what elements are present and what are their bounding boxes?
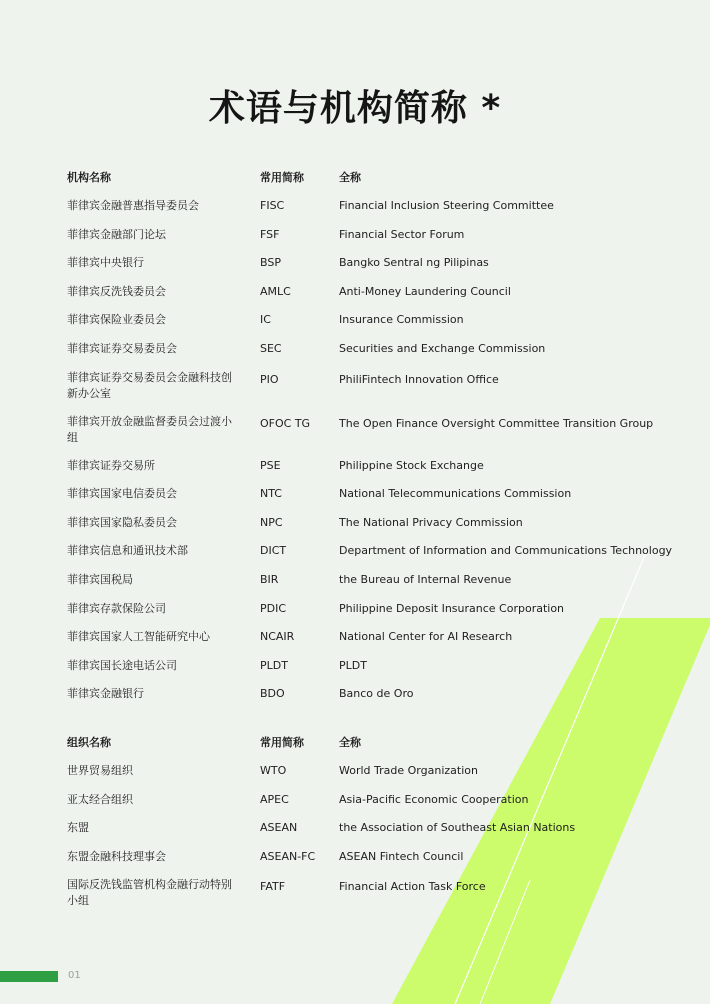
cell-abbr: PIO	[260, 372, 279, 386]
cell-abbr: OFOC TG	[260, 416, 311, 430]
column-header-full: 全称	[339, 171, 361, 184]
cell-full: Financial Inclusion Steering Committee	[339, 199, 554, 212]
table-row	[67, 629, 667, 658]
page-number: 01	[68, 970, 81, 981]
table-row	[67, 763, 667, 792]
cell-abbr: WTO	[260, 764, 287, 777]
cell-name: 菲律宾中央银行	[67, 256, 144, 270]
table-row	[67, 458, 667, 487]
table-header	[67, 170, 667, 198]
cell-name: 菲律宾金融银行	[67, 687, 144, 701]
cell-name: 世界贸易组织	[67, 764, 133, 777]
table-row	[67, 255, 667, 284]
page-title: 术语与机构简称 *	[208, 88, 502, 129]
cell-full: PLDT	[339, 658, 367, 672]
cell-name: 国际反洗钱监管机构金融行动特别小组	[67, 878, 232, 908]
cell-abbr: PSE	[260, 458, 281, 472]
cell-full: the Bureau of Internal Revenue	[339, 572, 512, 586]
footer-accent-bar	[0, 971, 58, 982]
cell-abbr: ASEAN-FC	[260, 849, 316, 863]
cell-full: Philippine Deposit Insurance Corporation	[339, 601, 565, 615]
cell-full: the Association of Southeast Asian Nations	[339, 821, 576, 835]
table-row	[67, 198, 667, 227]
cell-abbr: BIR	[260, 572, 279, 586]
column-header-name: 机构名称	[67, 171, 111, 184]
cell-full: Bangko Sentral ng Pilipinas	[339, 256, 489, 270]
cell-abbr: PDIC	[260, 601, 287, 615]
table-row	[67, 414, 667, 458]
table-row	[67, 543, 673, 572]
cell-full: National Center for AI Research	[339, 630, 513, 644]
column-header-abbr: 常用简称	[260, 171, 304, 184]
table-row	[67, 820, 667, 849]
cell-full: Financial Action Task Force	[339, 880, 486, 894]
cell-abbr: FISC	[260, 199, 285, 212]
cell-name: 菲律宾金融普惠指导委员会	[67, 199, 199, 212]
table-row	[67, 686, 667, 715]
cell-abbr: PLDT	[260, 658, 288, 672]
cell-name: 菲律宾存款保险公司	[67, 601, 166, 615]
cell-name: 菲律宾国长途电话公司	[67, 658, 177, 672]
cell-full: The National Privacy Commission	[339, 515, 523, 529]
table-row	[67, 370, 667, 414]
table-row	[67, 658, 667, 687]
table-row	[67, 515, 667, 544]
cell-name: 菲律宾证券交易所	[67, 458, 155, 472]
cell-abbr: BSP	[260, 256, 281, 270]
cell-name: 东盟	[67, 821, 89, 835]
table-row	[67, 227, 667, 256]
table-row	[67, 341, 667, 370]
cell-abbr: DICT	[260, 544, 287, 558]
column-header-abbr: 常用简称	[260, 736, 304, 749]
cell-full: Asia-Pacific Economic Cooperation	[339, 792, 529, 806]
cell-name: 菲律宾国家隐私委员会	[67, 515, 177, 529]
cell-full: National Telecommunications Commission	[339, 487, 572, 501]
cell-abbr: FSF	[260, 227, 280, 241]
cell-full: PhiliFintech Innovation Office	[339, 372, 499, 386]
cell-name: 菲律宾国家人工智能研究中心	[67, 630, 210, 644]
column-header-name: 组织名称	[67, 736, 111, 749]
table-row	[67, 312, 667, 341]
cell-name: 菲律宾金融部门论坛	[67, 227, 166, 241]
table-row	[67, 849, 667, 878]
cell-full: Banco de Oro	[339, 687, 414, 701]
column-header-full: 全称	[339, 736, 361, 749]
cell-full: Financial Sector Forum	[339, 227, 465, 241]
cell-abbr: FATF	[260, 880, 286, 894]
cell-name: 菲律宾证券交易委员会金融科技创新办公室	[67, 370, 232, 400]
cell-abbr: NPC	[260, 515, 283, 529]
table-row	[67, 792, 667, 821]
cell-full: ASEAN Fintech Council	[339, 849, 464, 863]
cell-name: 菲律宾国家电信委员会	[67, 487, 177, 501]
cell-abbr: NTC	[260, 487, 282, 501]
cell-name: 东盟金融科技理事会	[67, 849, 166, 863]
cell-abbr: AMLC	[260, 284, 291, 298]
cell-abbr: APEC	[260, 792, 289, 806]
cell-full: World Trade Organization	[339, 764, 478, 777]
table-row	[67, 877, 667, 921]
cell-full: Department of Information and Communications Technology	[339, 544, 673, 558]
cell-abbr: SEC	[260, 341, 282, 355]
cell-full: Philippine Stock Exchange	[339, 458, 484, 472]
cell-name: 菲律宾国税局	[67, 572, 133, 586]
cell-name: 菲律宾信息和通讯技术部	[67, 544, 188, 558]
table-row	[67, 601, 667, 630]
cell-abbr: BDO	[260, 687, 285, 701]
cell-name: 菲律宾反洗钱委员会	[67, 284, 166, 298]
cell-full: Anti-Money Laundering Council	[339, 284, 511, 298]
cell-name: 菲律宾证券交易委员会	[67, 341, 177, 355]
table-header	[67, 735, 667, 763]
cell-name: 亚太经合组织	[67, 792, 133, 806]
cell-name: 菲律宾保险业委员会	[67, 313, 166, 327]
table-row	[67, 486, 667, 515]
table-row	[67, 572, 667, 601]
cell-name: 菲律宾开放金融监督委员会过渡小组	[67, 414, 232, 444]
organizations-table	[67, 735, 667, 921]
cell-full: Insurance Commission	[339, 313, 464, 327]
cell-full: The Open Finance Oversight Committee Transition Group	[339, 416, 654, 430]
institutions-table	[67, 170, 673, 715]
cell-abbr: ASEAN	[260, 821, 298, 835]
cell-abbr: NCAIR	[260, 630, 295, 644]
table-row	[67, 284, 667, 313]
cell-full: Securities and Exchange Commission	[339, 341, 546, 355]
cell-abbr: IC	[260, 313, 271, 327]
